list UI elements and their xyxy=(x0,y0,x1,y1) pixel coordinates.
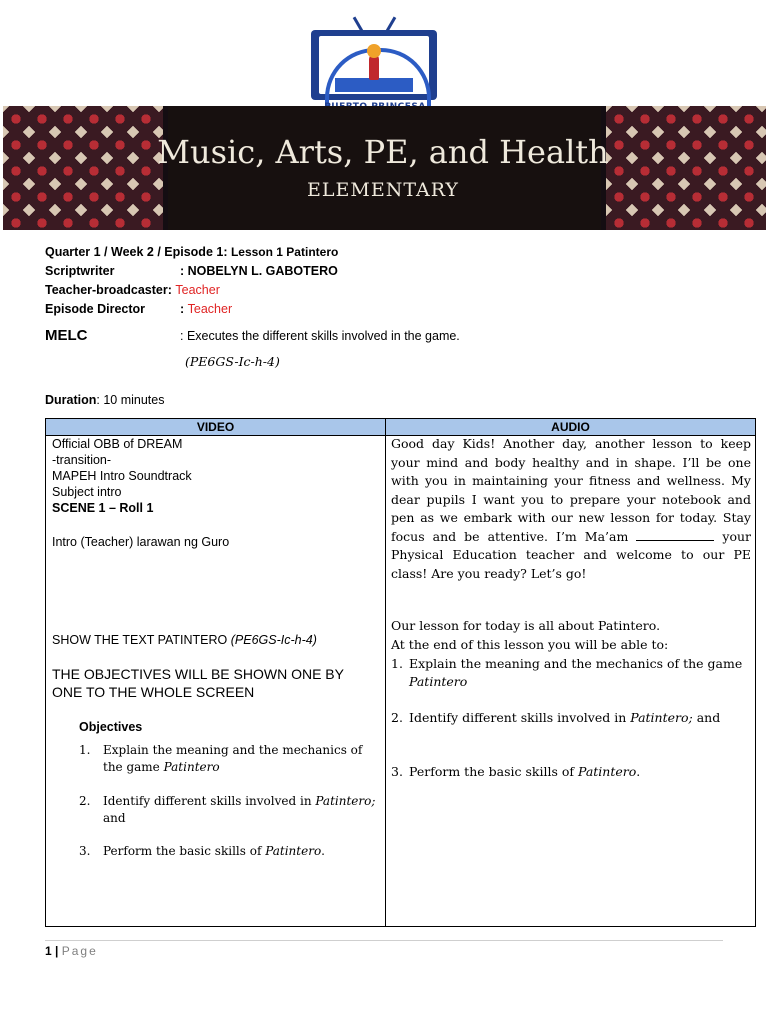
objective-num: 1. xyxy=(79,743,91,757)
melc-label: MELC xyxy=(45,327,88,344)
duration-line xyxy=(45,393,164,407)
book-icon xyxy=(335,78,413,92)
video-line-subject-intro: Subject intro xyxy=(52,485,122,499)
scriptwriter-value: : NOBELYN L. GABOTERO xyxy=(180,264,338,278)
video-show-text xyxy=(52,632,317,648)
director-line xyxy=(45,301,232,317)
video-intro: Intro (Teacher) larawan ng Guro xyxy=(52,535,230,549)
audio-greeting-part1: Good day Kids! Another day, another lesson to keep your mind and body healthy and in shape. I’ll be one with you in maintaining your fitness and wellness. My dear pupils I want you to prepare your notebook and pen as we embark with our new lesson for today. Stay focus and be attentive. I’m Ma’am xyxy=(391,436,751,544)
quarter-label: Quarter 1 / Week 2 / Episode 1: xyxy=(45,245,231,259)
audio-item-text: Explain the meaning and the mechanics of the game xyxy=(409,656,743,671)
lesson-title: Lesson 1 Patintero xyxy=(230,245,339,259)
footer-rule xyxy=(45,940,723,941)
audio-lesson-intro: Our lesson for today is all about Patintero. xyxy=(391,618,661,633)
audio-item-after: . xyxy=(636,764,641,779)
objective-num: 3. xyxy=(79,844,91,858)
audio-item-num: 2. xyxy=(391,710,403,725)
page-footer xyxy=(45,944,98,958)
broadcaster-line xyxy=(45,282,220,298)
video-scene: SCENE 1 – Roll 1 xyxy=(52,501,154,515)
audio-greeting xyxy=(391,435,751,583)
banner-subtitle: ELEMENTARY xyxy=(307,179,459,201)
audio-item-2 xyxy=(391,709,751,727)
name-blank xyxy=(636,529,714,541)
banner-title: Music, Arts, PE, and Health xyxy=(157,133,609,171)
audio-item-game: Patintero; xyxy=(630,710,693,725)
page-number: 1 xyxy=(45,944,52,958)
audio-item-num: 1. xyxy=(391,656,403,671)
objective-item-3 xyxy=(79,843,384,860)
scriptwriter-line xyxy=(45,263,338,279)
video-line-transition: -transition- xyxy=(52,453,112,467)
audio-greeting-part2: your Physical Education teacher and welcome to our PE class! Are you ready? Let’s go! xyxy=(391,528,751,581)
script-table xyxy=(45,418,756,927)
audio-item-3 xyxy=(391,763,751,781)
flame-icon xyxy=(367,44,381,58)
audio-item-text: Identify different skills involved in xyxy=(409,710,631,725)
melc-text: : Executes the different skills involved in the game. xyxy=(180,329,460,343)
column-divider xyxy=(385,419,386,926)
objective-after: and xyxy=(103,811,126,825)
broadcaster-separator: : xyxy=(167,283,176,297)
video-objectives-shown: THE OBJECTIVES WILL BE SHOWN ONE BY ONE TO THE WHOLE SCREEN xyxy=(52,666,344,700)
director-value: Teacher xyxy=(187,302,233,316)
subject-banner xyxy=(3,106,766,230)
video-header: VIDEO xyxy=(46,419,386,436)
objective-text: Identify different skills involved in xyxy=(103,794,316,808)
show-text-code: (PE6GS-Ic-h-4) xyxy=(230,633,317,647)
objective-after: . xyxy=(321,844,325,858)
director-label: Episode Director xyxy=(45,302,146,316)
episode-line xyxy=(45,244,338,260)
audio-item-text: Perform the basic skills of xyxy=(409,764,578,779)
objective-text: Perform the basic skills of xyxy=(103,844,266,858)
broadcaster-value: Teacher xyxy=(175,283,220,297)
melc-code: (PE6GS-Ic-h-4) xyxy=(185,354,280,369)
objective-game: Patintero xyxy=(163,760,220,774)
objective-item-1 xyxy=(79,742,384,776)
objective-game: Patintero; xyxy=(315,794,376,808)
duration-value: : 10 minutes xyxy=(96,393,165,407)
page-separator: | xyxy=(51,944,62,958)
objectives-title: Objectives xyxy=(79,720,143,734)
audio-item-1 xyxy=(391,655,751,691)
video-line-obb: Official OBB of DREAM xyxy=(52,437,183,451)
objective-num: 2. xyxy=(79,794,91,808)
director-separator: : xyxy=(180,302,188,316)
audio-end-intro: At the end of this lesson you will be able to: xyxy=(391,637,669,652)
objective-text: Explain the meaning and the mechanics of the game xyxy=(103,743,363,774)
audio-item-num: 3. xyxy=(391,764,403,779)
audio-item-after: and xyxy=(692,710,721,725)
audio-header: AUDIO xyxy=(386,419,755,436)
show-text-label: SHOW THE TEXT PATINTERO xyxy=(52,633,231,647)
broadcaster-label: Teacher-broadcaster xyxy=(45,283,168,297)
scriptwriter-label: Scriptwriter xyxy=(45,264,115,278)
audio-item-game: Patintero xyxy=(409,674,468,689)
page-word: Page xyxy=(61,944,98,958)
objective-item-2 xyxy=(79,793,384,827)
objective-game: Patintero xyxy=(265,844,322,858)
duration-label: Duration xyxy=(45,393,97,407)
video-line-soundtrack: MAPEH Intro Soundtrack xyxy=(52,469,192,483)
audio-item-game: Patintero xyxy=(577,764,637,779)
